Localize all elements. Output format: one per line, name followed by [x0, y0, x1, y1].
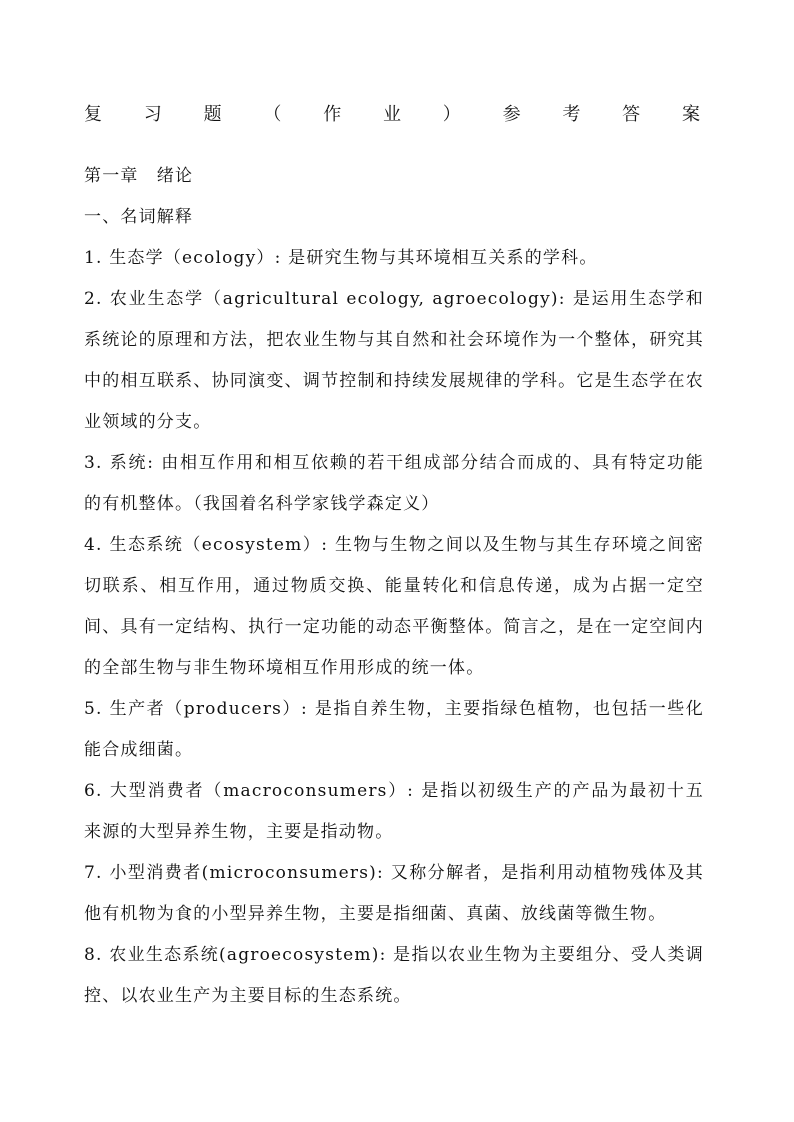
- term-definition-7: 7. 小型消费者(microconsumers): 又称分解者，是指利用动植物残体及其他有机物为食的小型异养生物，主要是指细菌、真菌、放线菌等微生物。: [84, 863, 704, 924]
- title-char: 考: [562, 104, 581, 125]
- term-definition-4: 4. 生态系统（ecosystem）: 生物与生物之间以及生物与其生存环境之间密切联系、相互作用，通过物质交换、能量转化和信息传递，成为占据一定空间、具有一定结构、执行一定功能的动态平衡整体。简言之，是在一定空间内的全部生物与非生物环境相互作用形成的统一体。: [84, 535, 704, 678]
- chapter-heading: 第一章 绪论: [84, 166, 194, 186]
- term-definition-8: 8. 农业生态系统(agroecosystem): 是指以农业生物为主要组分、受人类调控、以农业生产为主要目标的生态系统。: [84, 945, 704, 1006]
- title-char: 参: [502, 104, 521, 125]
- document-body: [84, 156, 704, 1017]
- title-char: 习: [143, 104, 162, 125]
- title-char: 案: [681, 104, 700, 125]
- title-char: ）: [442, 104, 461, 125]
- title-char: 复: [84, 104, 102, 125]
- term-definition-5: 5. 生产者（producers）: 是指自养生物，主要指绿色植物，也包括一些化能合成细菌。: [84, 699, 704, 760]
- term-definition-3: 3. 系统: 由相互作用和相互依赖的若干组成部分结合而成的、具有特定功能的有机整体。（我国着名科学家钱学森定义）: [84, 453, 704, 514]
- section-heading: 一、名词解释: [84, 207, 194, 227]
- title-char: 作: [323, 104, 342, 125]
- title-char: 题: [203, 104, 222, 125]
- term-definition-6: 6. 大型消费者（macroconsumers）: 是指以初级生产的产品为最初十五来源的大型异养生物，主要是指动物。: [84, 781, 704, 842]
- document-title: [84, 100, 700, 130]
- title-char: （: [263, 104, 282, 125]
- title-char: 业: [382, 104, 401, 125]
- title-char: 答: [622, 104, 641, 125]
- term-definition-2: 2. 农业生态学（agricultural ecology, agroecology): 是运用生态学和系统论的原理和方法，把农业生物与其自然和社会环境作为一个整体，研究其中的相互联系、协同演变、调节控制和持续发展规律的学科。它是生态学在农业领域的分支。: [84, 289, 704, 432]
- term-definition-1: 1. 生态学（ecology）: 是研究生物与其环境相互关系的学科。: [84, 248, 598, 268]
